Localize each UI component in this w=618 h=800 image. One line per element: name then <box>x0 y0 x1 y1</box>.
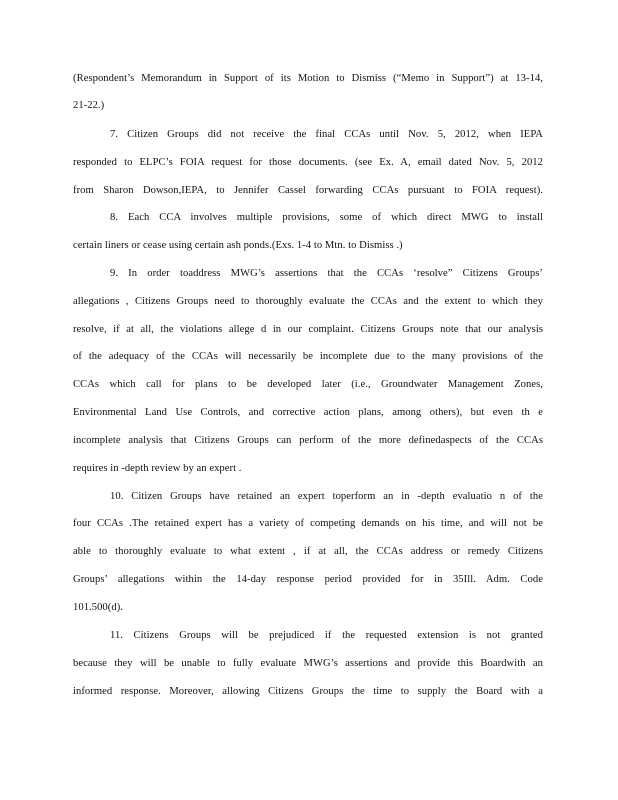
text-line: responded to ELPC’s FOIA request for those documents. (see Ex. A, email dated Nov. 5, 2012 <box>73 157 543 168</box>
text-line: (Respondent’s Memorandum in Support of its Motion to Dismiss (“Memo in Support”) at 13-14, <box>73 73 543 84</box>
paragraph-9-line: 9. In order toaddress MWG’s assertions that the CCAs ‘resolve” Citizens Groups’ <box>110 268 543 279</box>
paragraph-11-line: 11. Citizens Groups will be prejudiced if the requested extension is not granted <box>110 630 543 641</box>
text-line: CCAs which call for plans to be developed later (i.e., Groundwater Management Zones, <box>73 379 543 390</box>
paragraph-8-line: 8. Each CCA involves multiple provisions, some of which direct MWG to install <box>110 212 543 223</box>
text-line: allegations , Citizens Groups need to thoroughly evaluate the CCAs and the extent to which they <box>73 296 543 307</box>
text-line: Environmental Land Use Controls, and corrective action plans, among others), but even th e <box>73 407 543 418</box>
text-line: four CCAs .The retained expert has a variety of competing demands on his time, and will not be <box>73 518 543 529</box>
text-line: 101.500(d). <box>73 602 123 613</box>
paragraph-7-line: 7. Citizen Groups did not receive the final CCAs until Nov. 5, 2012, when IEPA <box>110 129 543 140</box>
text-line: Groups’ allegations within the 14-day response period provided for in 35Ill. Adm. Code <box>73 574 543 585</box>
text-line: able to thoroughly evaluate to what extent , if at all, the CCAs address or remedy Citizens <box>73 546 543 557</box>
text-line: of the adequacy of the CCAs will necessarily be incomplete due to the many provisions of the <box>73 351 543 362</box>
text-line: certain liners or cease using certain ash ponds.(Exs. 1-4 to Mtn. to Dismiss .) <box>73 240 403 251</box>
text-line: informed response. Moreover, allowing Citizens Groups the time to supply the Board with a <box>73 686 543 697</box>
text-line: incomplete analysis that Citizens Groups can perform of the more definedaspects of the CCAs <box>73 435 543 446</box>
text-line: resolve, if at all, the violations allege d in our complaint. Citizens Groups note that our analysis <box>73 324 543 335</box>
text-line: because they will be unable to fully evaluate MWG’s assertions and provide this Boardwith an <box>73 658 543 669</box>
text-line: from Sharon Dowson,IEPA, to Jennifer Cassel forwarding CCAs pursuant to FOIA request). <box>73 185 543 196</box>
text-line: requires in -depth review by an expert . <box>73 463 242 474</box>
paragraph-10-line: 10. Citizen Groups have retained an expert toperform an in -depth evaluatio n of the <box>110 491 543 502</box>
text-line: 21-22.) <box>73 100 105 111</box>
